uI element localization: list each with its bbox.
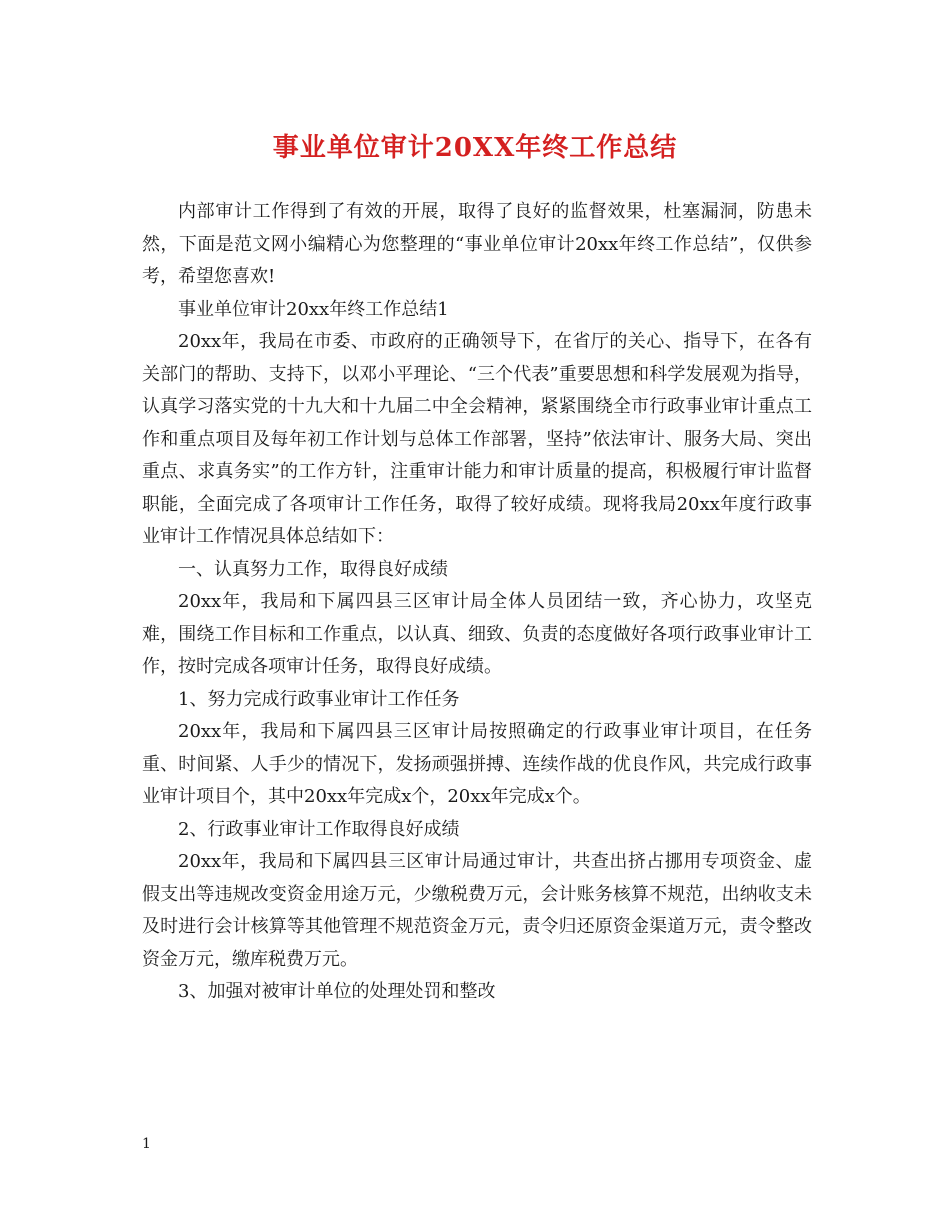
subsection-heading: 一、认真努力工作，取得良好成绩 xyxy=(178,558,448,580)
item-heading: 3、加强对被审计单位的处理处罚和整改 xyxy=(178,981,496,1002)
body-paragraph: 20xx年，我局和下属四县三区审计局全体人员团结一致，齐心协力，攻坚克难，围绕工作目标和工作重点，以认真、细致、负责的态度做好各项行政事业审计工作，按时完成各项审计任务，取得良好成绩。 xyxy=(142,591,812,677)
body-paragraph: 20xx年，我局和下属四县三区审计局按照确定的行政事业审计项目，在任务重、时间紧、人手少的情况下，发扬顽强拼搏、连续作战的优良作风，共完成行政事业审计项目个，其中20xx年完成x个，20xx年完成x个。 xyxy=(142,721,812,807)
document-body xyxy=(142,196,812,1009)
intro-paragraph: 内部审计工作得到了有效的开展，取得了良好的监督效果，杜塞漏洞，防患未然，下面是范文网小编精心为您整理的“事业单位审计20xx年终工作总结”，仅供参考，希望您喜欢! xyxy=(142,201,812,287)
body-paragraph: 20xx年，我局在市委、市政府的正确领导下，在省厅的关心、指导下，在各有关部门的帮助、支持下，以邓小平理论、“三个代表”重要思想和科学发展观为指导，认真学习落实党的十九大和十九届二中全会精神，紧紧围绕全市行政事业审计重点工作和重点项目及每年初工作计划与总体工作部署，坚持”依法审计、服务大局、突出重点、求真务实”的工作方针，注重审计能力和审计质量的提高，积极履行审计监督职能，全面完成了各项审计工作任务，取得了较好成绩。现将我局20xx年度行政事业审计工作情况具体总结如下： xyxy=(142,331,812,547)
page-number: 1 xyxy=(142,1136,151,1152)
item-heading: 2、行政事业审计工作取得良好成绩 xyxy=(178,818,460,840)
item-heading: 1、努力完成行政事业审计工作任务 xyxy=(178,688,460,710)
document-title: 事业单位审计20XX年终工作总结 xyxy=(272,133,678,163)
body-paragraph: 20xx年，我局和下属四县三区审计局通过审计，共查出挤占挪用专项资金、虚假支出等违规改变资金用途万元，少缴税费万元，会计账务核算不规范，出纳收支未及时进行会计核算等其他管理不规范资金万元，责令归还原资金渠道万元，责令整改资金万元，缴库税费万元。 xyxy=(142,851,812,970)
section-heading: 事业单位审计20xx年终工作总结1 xyxy=(178,298,449,320)
